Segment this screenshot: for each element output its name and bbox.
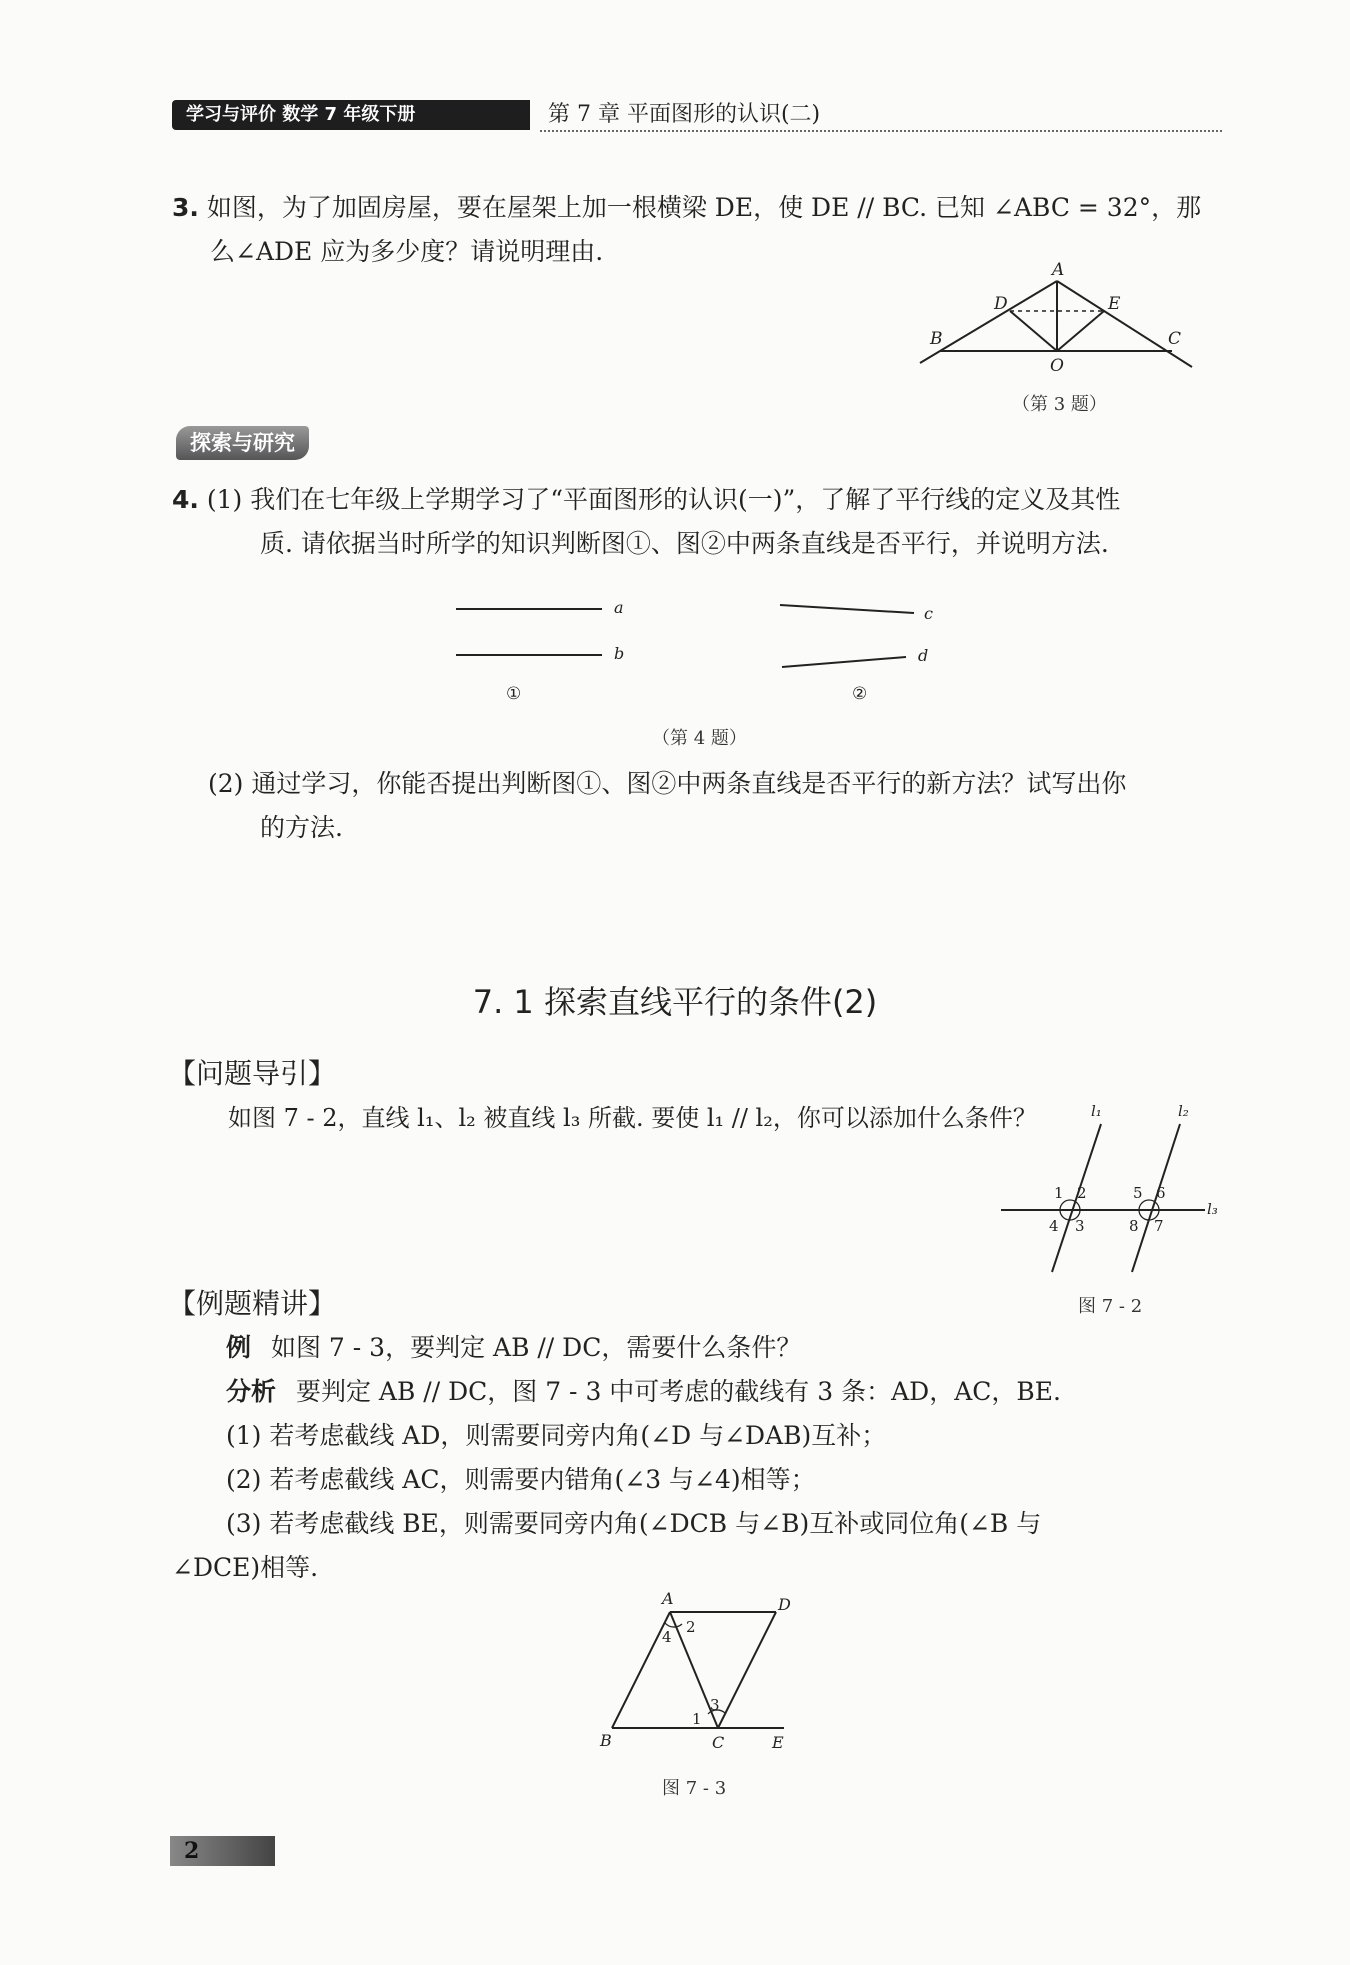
label-B: B [930,329,943,349]
question-4-part-2 [208,762,1222,850]
analysis-text: 要判定 AB // DC，图 7 - 3 中可考虑的截线有 3 条：AD，AC，BE. [295,1377,1061,1406]
figure-caption: 图 7 - 3 [662,1778,727,1799]
line-label-l3: l₃ [1207,1200,1218,1218]
example-text: 如图 7 - 3，要判定 AB // DC，需要什么条件？ [270,1333,802,1362]
question-text: 么∠ADE 应为多少度？请说明理由. [210,237,604,266]
example-heading: 【例题精讲】 [168,1287,337,1320]
line-label-b: b [614,644,625,663]
angle-5: 5 [1133,1184,1143,1202]
book-series-banner: 学习与评价 数学 7 年级下册 [172,100,530,130]
line-label-l2: l₂ [1178,1102,1189,1120]
analysis-item-3-cont: ∠DCE)相等. [172,1553,319,1582]
analysis-item-1: (1) 若考虑截线 AD，则需要同旁内角(∠D 与∠DAB)互补； [226,1421,887,1450]
angle-6: 6 [1156,1184,1166,1202]
angle-3: 3 [1075,1217,1085,1235]
angle-1: 1 [692,1710,702,1728]
guide-heading: 【问题导引】 [168,1057,337,1090]
question-text: 的方法. [260,813,343,842]
angle-1: 1 [1054,1184,1064,1202]
question-text: (2) 通过学习，你能否提出判断图①、图②中两条直线是否平行的新方法？试写出你 [208,769,1127,798]
line-label-c: c [924,604,933,623]
figure-1-label: ① [506,684,522,704]
vertex-E: E [772,1733,784,1752]
label-D: D [994,294,1008,314]
angle-2: 2 [1077,1184,1087,1202]
figure-7-3 [592,1586,812,1756]
vertex-B: B [600,1731,612,1750]
angle-2: 2 [686,1618,696,1636]
parallel-lines-figure [440,585,960,705]
vertex-A: A [662,1589,674,1608]
label-C: C [1168,329,1182,349]
label-O: O [1050,356,1064,375]
angle-7: 7 [1154,1217,1164,1235]
analysis-item-2: (2) 若考虑截线 AC，则需要内错角(∠3 与∠4)相等； [226,1465,816,1494]
question-number: 3. [172,193,199,222]
question-text: (1) 我们在七年级上学期学习了“平面图形的认识(一)”，了解了平行线的定义及其性 [206,485,1121,514]
analysis-label: 分析 [226,1377,277,1406]
figure-caption: 图 7 - 2 [1078,1296,1143,1317]
roof-truss-figure [910,255,1200,375]
question-4 [172,478,1222,566]
label-A: A [1052,260,1065,280]
header-divider [540,130,1222,132]
question-text: 质. 请依据当时所学的知识判断图①、图②中两条直线是否平行，并说明方法. [260,529,1109,558]
guide-text: 如图 7 - 2，直线 l₁、l₂ 被直线 l₃ 所截. 要使 l₁ // l₂，你可以添加什么条件？ [228,1104,1037,1132]
vertex-D: D [778,1595,791,1614]
page-number: 2 [170,1836,275,1866]
example-label: 例 [226,1333,252,1362]
example-body [172,1326,1222,1590]
figure-caption: （第 4 题） [652,728,747,749]
section-title: 7. 1 探索直线平行的条件(2) [472,983,878,1021]
angle-4: 4 [662,1628,672,1646]
question-text: 如图，为了加固房屋，要在屋架上加一根横梁 DE，使 DE // BC. 已知 ∠ABC = 32°，那 [206,193,1202,222]
line-label-l1: l₁ [1091,1102,1102,1120]
line-label-d: d [918,646,929,665]
label-E: E [1108,294,1121,314]
chapter-title: 第 7 章 平面图形的认识(二) [548,102,821,127]
vertex-C: C [712,1733,725,1752]
angle-3: 3 [710,1696,720,1714]
angle-4: 4 [1049,1217,1059,1235]
figure-7-2 [995,1098,1225,1278]
analysis-item-3: (3) 若考虑截线 BE，则需要同旁内角(∠DCB 与∠B)互补或同位角(∠B 与 [226,1509,1042,1538]
section-badge: 探索与研究 [176,426,309,460]
angle-8: 8 [1129,1217,1139,1235]
question-number: 4. [172,485,199,514]
figure-caption: （第 3 题） [1012,394,1107,415]
figure-2-label: ② [852,684,868,704]
line-label-a: a [614,598,624,617]
